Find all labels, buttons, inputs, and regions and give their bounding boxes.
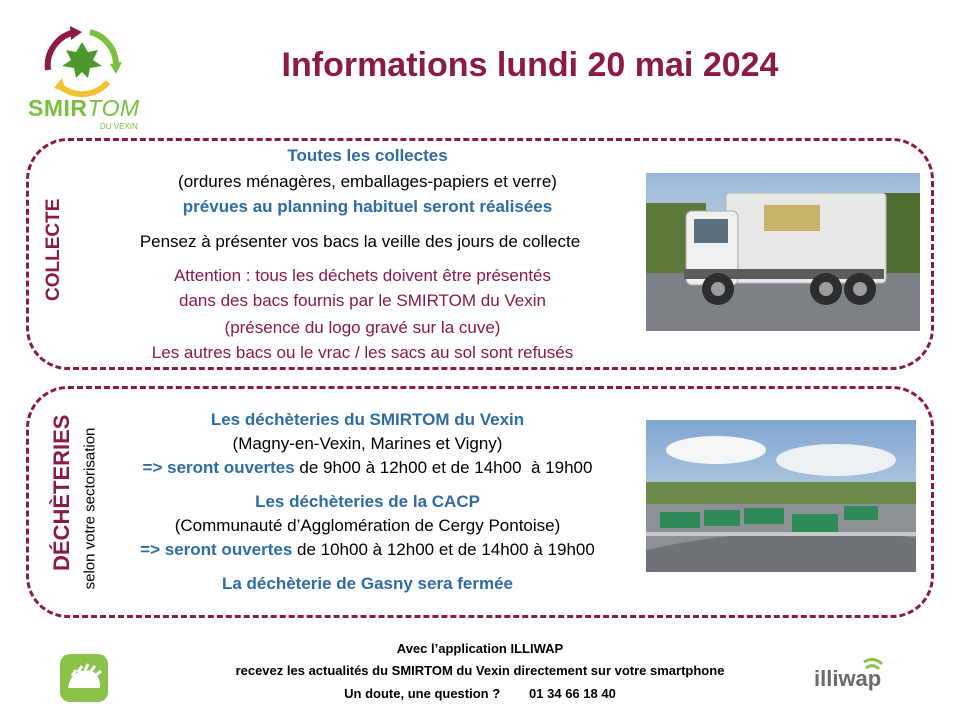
collecte-line-2: (ordures ménagères, emballages-papiers et verre) <box>178 172 557 191</box>
collecte-warning-3: (présence du logo gravé sur la cuve) <box>224 318 501 337</box>
collecte-line-3: prévues au planning habituel seront réalisées <box>182 197 553 216</box>
illiwap-logo-text: illiwap <box>814 666 882 691</box>
decheteries-label: DÉCHÈTERIES <box>49 414 74 571</box>
collecte-line-1: Toutes les collectes <box>287 146 448 165</box>
recycle-leaf-icon <box>18 20 148 100</box>
cacp-open-prefix: => seront ouvertes <box>140 540 293 559</box>
collecte-warning-1: Attention : tous les déchets doivent être présentés <box>173 266 552 285</box>
decheterie-photo <box>646 420 916 572</box>
smirtom-logo <box>18 20 148 132</box>
page-title: Informations lundi 20 mai 2024 <box>281 46 779 84</box>
decheteries-sublabel: selon votre sectorisation <box>81 427 99 590</box>
collecte-line-4: Pensez à présenter vos bacs la veille des jours de collecte <box>139 232 581 251</box>
smirtom-decheteries-title: Les déchèteries du SMIRTOM du Vexin <box>210 410 525 429</box>
logo-subtitle: DU VEXIN <box>100 122 138 131</box>
illiwap-logo <box>808 652 888 704</box>
collecte-label: COLLECTE <box>43 198 64 301</box>
collecte-warning-2: dans des bacs fournis par le SMIRTOM du Vexin <box>179 291 546 310</box>
collecte-warning-4: Les autres bacs ou le vrac / les sacs au sol sont refusés <box>151 343 574 362</box>
cacp-hours: de 10h00 à 12h00 et de 14h00 à 19h00 <box>292 540 595 559</box>
smirtom-decheteries-places: (Magny-en-Vexin, Marines et Vigny) <box>232 434 503 453</box>
smirtom-hours: de 9h00 à 12h00 et de 14h00 à 19h00 <box>294 458 593 477</box>
footer-line-1: Avec l’application ILLIWAP <box>396 641 564 656</box>
smirtom-open-prefix: => seront ouvertes <box>142 458 295 477</box>
garbage-truck-photo <box>646 173 920 331</box>
logo-brand: SMIRTOM <box>28 95 140 121</box>
smirtom-decheteries-hours-line <box>90 458 645 478</box>
gasny-closed: La déchèterie de Gasny sera fermée <box>221 574 514 593</box>
cacp-full-name: (Communauté d’Agglomération de Cergy Pontoise) <box>174 516 561 535</box>
cacp-hours-line <box>90 540 645 560</box>
footer-line-2: recevez les actualités du SMIRTOM du Vexin directement sur votre smartphone <box>235 663 725 678</box>
footer-line-3: Un doute, une question ? 01 34 66 18 40 <box>344 686 616 701</box>
cacp-decheteries-title: Les déchèteries de la CACP <box>255 492 480 511</box>
